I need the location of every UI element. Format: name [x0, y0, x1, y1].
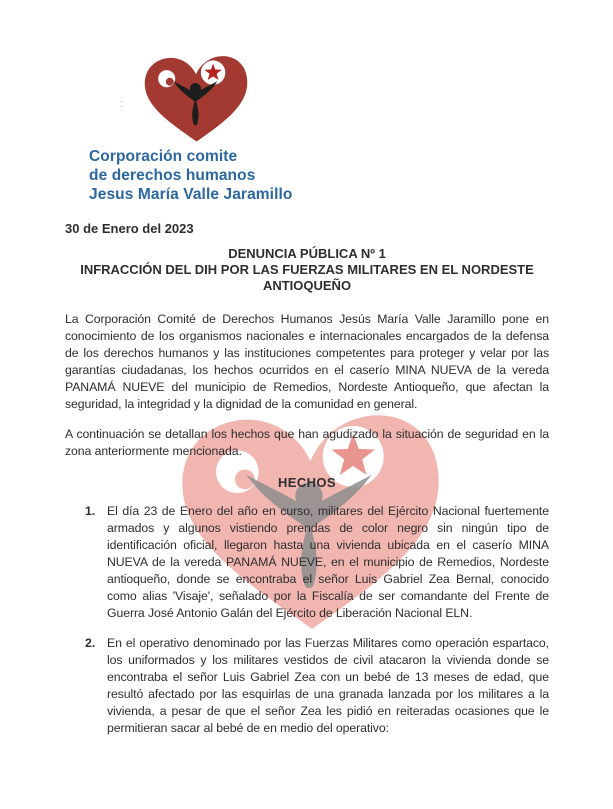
document-date: 30 de Enero del 2023	[65, 221, 194, 236]
fact-text: El día 23 de Enero del año en curso, militares del Ejército Nacional fuertemente armados y algunos vistiendo prendas de color negro sin ningún tipo de identificación oficial, llegaron hasta una vivienda ubicada en el caserío MINA NUEVA de la vereda PANAMÁ NUEVE, en el municipio de Remedios, Nordeste antioqueño, donde se encontraba el señor Luis Gabriel Zea Bernal, conocido como alias 'Visaje', señalado por la Fiscalía de ser comandante del Frente de Guerra José Antonio Galán del Ejército de Liberación Nacional ELN.	[107, 504, 549, 620]
facts-list	[65, 503, 549, 737]
document-page	[0, 50, 613, 737]
document-title	[65, 246, 549, 294]
fact-item-2	[85, 635, 549, 737]
intro-paragraph-1: La Corporación Comité de Derechos Humanos Jesús María Valle Jaramillo pone en conocimiento de los organismos nacionales e internacionales encargados de la defensa de los derechos humanos y las instituciones competentes para proteger y velar por las garantías ciudadanas, los hechos ocurridos en el caserío MINA NUEVA de la vereda PANAMÁ NUEVE del municipio de Remedios, Nordeste Antioqueño, que afectan la seguridad, la integridad y la dignidad de la comunidad en general.	[65, 312, 549, 411]
fact-text: En el operativo denominado por las Fuerzas Militares como operación espartaco, los uniformados y los militares vestidos de civil atacaron la vivienda donde se encontraba el señor Luis Gabriel Zea con un bebé de 13 meses de edad, que resultó afectado por las esquirlas de una granada lanzada por los militares a la vivienda, a pesar de que el señor Zea les pidió en reiteradas ocasiones que le permitieran sacar al bebé de en medio del operativo:	[107, 636, 549, 735]
org-name-line3: Jesus María Valle Jaramillo	[89, 186, 293, 203]
fact-item-1	[85, 503, 549, 622]
intro-paragraph-2: A continuación se detallan los hechos que han agudizado la situación de seguridad en la zona anteriormente mencionada.	[65, 427, 549, 458]
heart-logo-icon	[135, 50, 257, 144]
fact-number: 1.	[85, 504, 96, 518]
facts-section-heading: HECHOS	[277, 475, 337, 490]
org-name-line1: Corporación comite	[89, 148, 238, 165]
title-line2: INFRACCIÓN DEL DIH POR LAS FUERZAS MILITARES EN EL NORDESTE	[80, 262, 534, 277]
title-line3: ANTIOQUEÑO	[262, 278, 352, 293]
org-logo	[89, 50, 549, 204]
title-line1: DENUNCIA PÚBLICA Nº 1	[228, 246, 386, 261]
fact-number: 2.	[85, 636, 96, 650]
org-name	[89, 147, 549, 204]
scan-artifact-mark: :	[120, 98, 124, 110]
org-name-line2: de derechos humanos	[89, 167, 256, 184]
